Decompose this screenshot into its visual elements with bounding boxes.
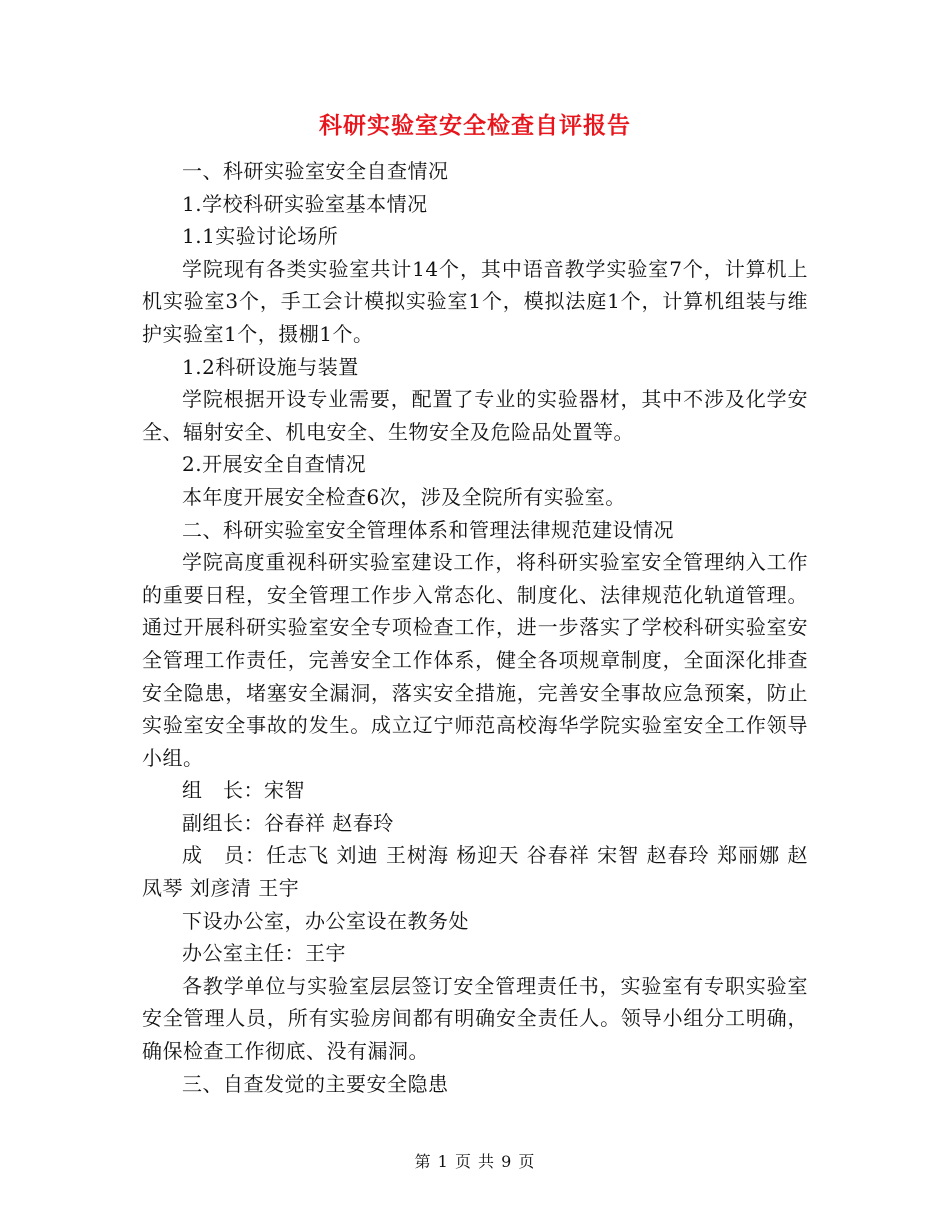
- document-title: 科研实验室安全检查自评报告: [319, 112, 631, 139]
- document-body: [142, 155, 808, 1100]
- office-director: 办公室主任：王宇: [182, 941, 346, 966]
- section-heading-3: 三、自查发觉的主要安全隐患: [182, 1071, 449, 1096]
- team-deputy-leader: 副组长：谷春祥 赵春玲: [182, 810, 394, 835]
- section-heading-2: 二、科研实验室安全管理体系和管理法律规范建设情况: [182, 517, 674, 542]
- paragraph-inspection-count: 本年度开展安全检查6次，涉及全院所有实验室。: [182, 484, 626, 509]
- paragraph-lab-count: 学院现有各类实验室共计14个，其中语音教学实验室7个，计算机上机实验室3个，手工会计模拟实验室1个，模拟法庭1个，计算机组装与维护实验室1个，摄棚1个。: [142, 256, 808, 346]
- paragraph-equipment: 学院根据开设专业需要，配置了专业的实验器材，其中不涉及化学安全、辐射安全、机电安全、生物安全及危险品处置等。: [142, 387, 808, 444]
- subsection-heading-1-2: 1.2科研设施与装置: [182, 354, 359, 379]
- page-footer: 第 1 页 共 9 页: [414, 1152, 536, 1171]
- subsection-heading-1-1: 1.1实验讨论场所: [182, 224, 339, 249]
- office-location: 下设办公室，办公室设在教务处: [182, 908, 469, 933]
- section-heading-1: 一、科研实验室安全自查情况: [182, 159, 449, 183]
- paragraph-management: 学院高度重视科研实验室建设工作，将科研实验室安全管理纳入工作的重要日程，安全管理工作步入常态化、制度化、法律规范化轨道管理。通过开展科研实验室安全专项检查工作，进一步落实了学校科研实验室安全管理工作责任，完善安全工作体系，健全各项规章制度，全面深化排查安全隐患，堵塞安全漏洞，落实安全措施，完善安全事故应急预案，防止实验室安全事故的发生。成立辽宁师范高校海华学院实验室安全工作领导小组。: [142, 550, 808, 770]
- team-leader: 组 长：宋智: [182, 778, 305, 803]
- subsection-heading-2: 2.开展安全自查情况: [182, 452, 367, 477]
- paragraph-responsibility: 各教学单位与实验室层层签订安全管理责任书，实验室有专职实验室安全管理人员，所有实验房间都有明确安全责任人。领导小组分工明确，确保检查工作彻底、没有漏洞。: [142, 973, 808, 1064]
- team-members: 成 员：任志飞 刘迪 王树海 杨迎天 谷春祥 宋智 赵春玲 郑丽娜 赵凤琴 刘彦清 王宇: [142, 843, 808, 901]
- subsection-heading-1: 1.学校科研实验室基本情况: [182, 191, 428, 216]
